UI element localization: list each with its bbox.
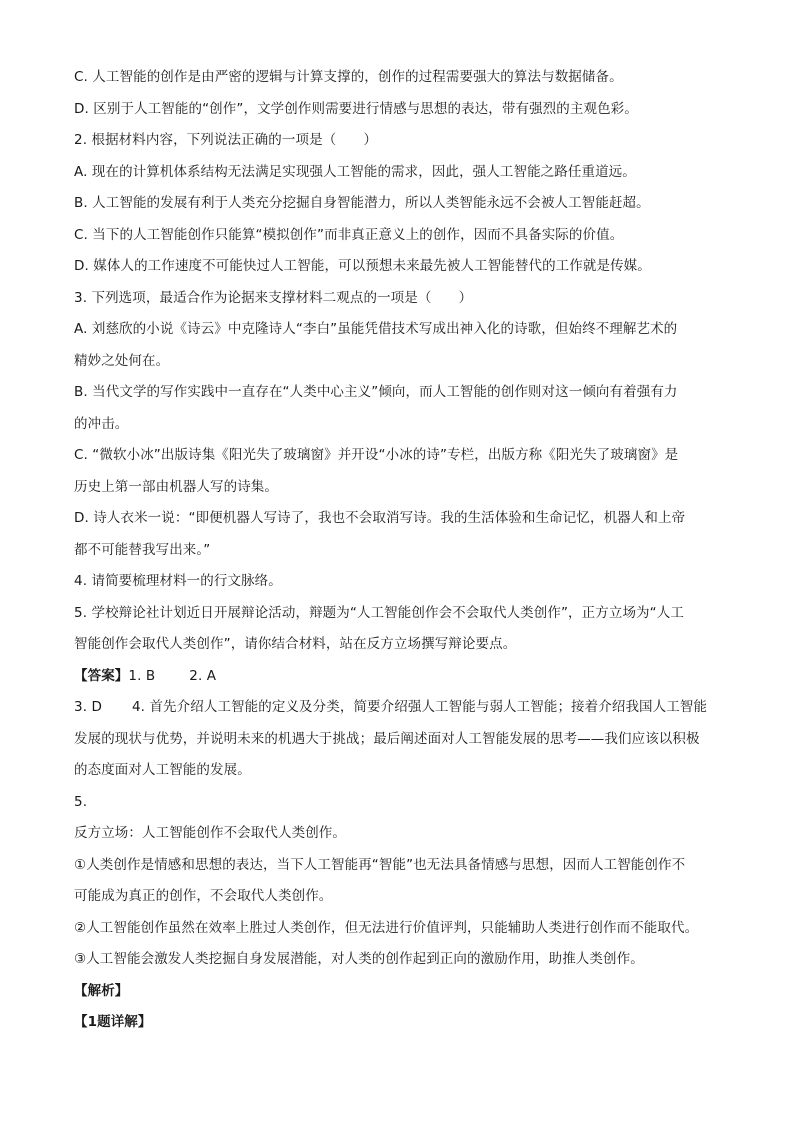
answer-4-line2: 发展的现状与优势，并说明未来的机遇大于挑战；最后阐述面对人工智能发展的思考——我们应该以积极 bbox=[74, 730, 700, 747]
answer-row-2 bbox=[74, 692, 722, 724]
option-1c: C. 人工智能的创作是由严密的逻辑与计算支撑的，创作的过程需要强大的算法与数据储备。 bbox=[74, 69, 623, 85]
document-page bbox=[74, 62, 722, 1039]
option-3a-line2: 精妙之处何在。 bbox=[74, 352, 170, 369]
analysis-label: 【解析】 bbox=[74, 982, 129, 999]
answer-row-1 bbox=[74, 661, 722, 693]
answer-label: 【答案】 bbox=[74, 667, 129, 684]
question-5-line2: 智能创作会取代人类创作”，请你结合材料，站在反方立场撰写辩论要点。 bbox=[74, 636, 517, 652]
option-3c-line1: C. “微软小冰”出版诗集《阳光失了玻璃窗》并开设“小冰的诗”专栏，出版方称《阳光失了玻璃窗》是 bbox=[74, 447, 679, 463]
question-2: 2. 根据材料内容，下列说法正确的一项是（ ） bbox=[74, 132, 378, 148]
option-2c: C. 当下的人工智能创作只能算“模拟创作”而非真正意义上的创作，因而不具备实际的价值。 bbox=[74, 226, 624, 243]
answer-2: 2. A bbox=[189, 667, 217, 684]
answer-5-point3: ③人工智能会激发人类挖掘自身发展潜能，对人类的创作起到正向的激励作用，助推人类创作。 bbox=[74, 951, 644, 967]
answer-5-stance: 反方立场：人工智能创作不会取代人类创作。 bbox=[74, 825, 346, 841]
question-4: 4. 请简要梳理材料一的行文脉络。 bbox=[74, 573, 282, 589]
option-3c-line2: 历史上第一部由机器人写的诗集。 bbox=[74, 478, 278, 495]
option-3b-line2: 的冲击。 bbox=[74, 415, 129, 432]
answer-5-point1-line1: ①人类创作是情感和思想的表达，当下人工智能再“智能”也无法具备情感与思想，因而人工智能创作不 bbox=[74, 856, 686, 873]
answer-4-line3: 的态度面对人工智能的发展。 bbox=[74, 762, 251, 778]
answer-4-line1: 4. 首先介绍人工智能的定义及分类，简要介绍强人工智能与弱人工智能；接着介绍我国人工智能 bbox=[131, 699, 708, 715]
option-2b: B. 人工智能的发展有利于人类充分挖掘自身智能潜力，所以人类智能永远不会被人工智能赶超。 bbox=[74, 195, 650, 211]
option-3b-line1: B. 当代文学的写作实践中一直存在“人类中心主义”倾向，而人工智能的创作则对这一倾向有着强有力 bbox=[74, 384, 678, 400]
question-3: 3. 下列选项，最适合作为论据来支撑材料二观点的一项是（ ） bbox=[74, 289, 473, 306]
answer-5-point1-line2: 可能成为真正的创作，不会取代人类创作。 bbox=[74, 888, 333, 904]
question-5-line1: 5. 学校辩论社计划近日开展辩论活动，辩题为“人工智能创作会不会取代人类创作”，正方立场为“人工 bbox=[74, 604, 684, 621]
option-2a: A. 现在的计算机体系结构无法满足实现强人工智能的需求，因此，强人工智能之路任重道远。 bbox=[74, 163, 636, 180]
answer-1: 1. B bbox=[128, 667, 156, 684]
option-1d: D. 区别于人工智能的“创作”，文学创作则需要进行情感与思想的表达，带有强烈的主观色彩。 bbox=[74, 100, 638, 117]
answer-3: 3. D bbox=[74, 699, 102, 715]
option-2d: D. 媒体人的工作速度不可能快过人工智能，可以预想未来最先被人工智能替代的工作就是传媒。 bbox=[74, 258, 651, 274]
option-3d-line1: D. 诗人衣米一说：“即便机器人写诗了，我也不会取消写诗。我的生活体验和生命记忆，机器人和上帝 bbox=[74, 510, 686, 526]
answer-5-number: 5. bbox=[74, 793, 88, 810]
answer-5-point2: ②人工智能创作虽然在效率上胜过人类创作，但无法进行价值评判，只能辅助人类进行创作而不能取代。 bbox=[74, 919, 699, 936]
option-3a-line1: A. 刘慈欣的小说《诗云》中克隆诗人“李白”虽能凭借技术写成出神入化的诗歌，但始终不理解艺术的 bbox=[74, 321, 678, 337]
option-3d-line2: 都不可能替我写出来。” bbox=[74, 541, 211, 558]
analysis-q1-label: 【1题详解】 bbox=[74, 1014, 152, 1030]
